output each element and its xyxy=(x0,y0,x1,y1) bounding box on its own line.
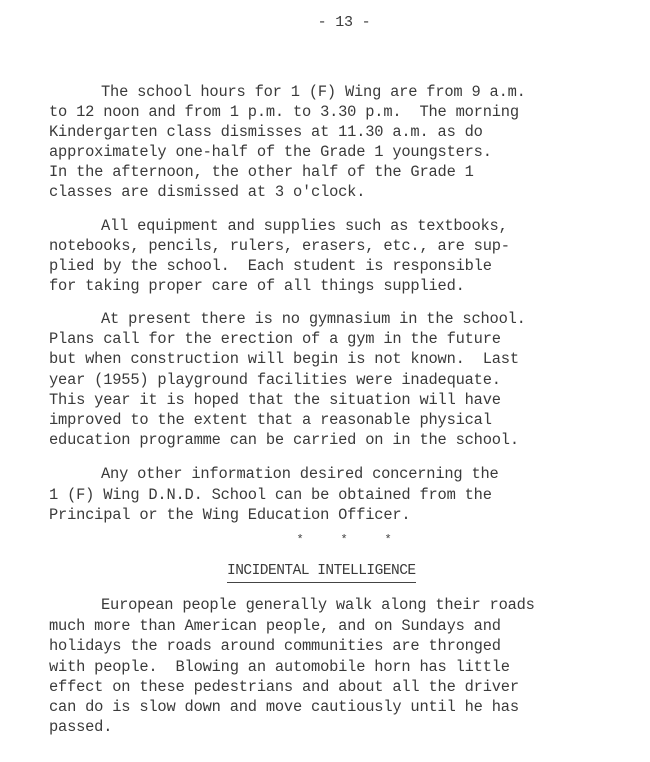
text-line: Any other information desired concerning the xyxy=(101,465,499,483)
text-line: All equipment and supplies such as textbooks, xyxy=(101,217,508,235)
text-line: Kindergarten class dismisses at 11.30 a.m. as do xyxy=(49,123,483,141)
text-line: with people. Blowing an automobile horn has little xyxy=(49,658,510,676)
text-line: can do is slow down and move cautiously until he has xyxy=(49,698,519,716)
text-line: year (1955) playground facilities were inadequate. xyxy=(49,371,501,389)
page-number: - 13 - xyxy=(317,14,371,31)
text-line: The school hours for 1 (F) Wing are from 9 a.m. xyxy=(101,83,526,101)
text-line: Plans call for the erection of a gym in the future xyxy=(49,330,501,348)
section-separator: * * * xyxy=(296,533,392,547)
text-line: to 12 noon and from 1 p.m. to 3.30 p.m. The morning xyxy=(49,103,519,121)
section-heading: INCIDENTAL INTELLIGENCE xyxy=(227,561,416,583)
text-line: passed. xyxy=(49,718,113,736)
text-line: holidays the roads around communities are thronged xyxy=(49,637,501,655)
text-line: Principal or the Wing Education Officer. xyxy=(49,506,411,524)
text-line: approximately one-half of the Grade 1 youngsters. xyxy=(49,143,492,161)
text-line: but when construction will begin is not known. Last xyxy=(49,350,519,368)
text-line: much more than American people, and on Sundays and xyxy=(49,617,501,635)
text-line: education programme can be carried on in the school. xyxy=(49,431,519,449)
text-line: At present there is no gymnasium in the school. xyxy=(101,310,526,328)
text-line: plied by the school. Each student is responsible xyxy=(49,257,492,275)
text-line: improved to the extent that a reasonable physical xyxy=(49,411,492,429)
text-line: notebooks, pencils, rulers, erasers, etc., are sup- xyxy=(49,237,510,255)
text-line: In the afternoon, the other half of the Grade 1 xyxy=(49,163,474,181)
text-line: This year it is hoped that the situation will have xyxy=(49,391,501,409)
text-line: effect on these pedestrians and about all the driver xyxy=(49,678,519,696)
text-line: for taking proper care of all things supplied. xyxy=(49,277,465,295)
text-line: 1 (F) Wing D.N.D. School can be obtained from the xyxy=(49,486,492,504)
text-line: European people generally walk along their roads xyxy=(101,596,535,614)
text-line: classes are dismissed at 3 o'clock. xyxy=(49,183,366,201)
